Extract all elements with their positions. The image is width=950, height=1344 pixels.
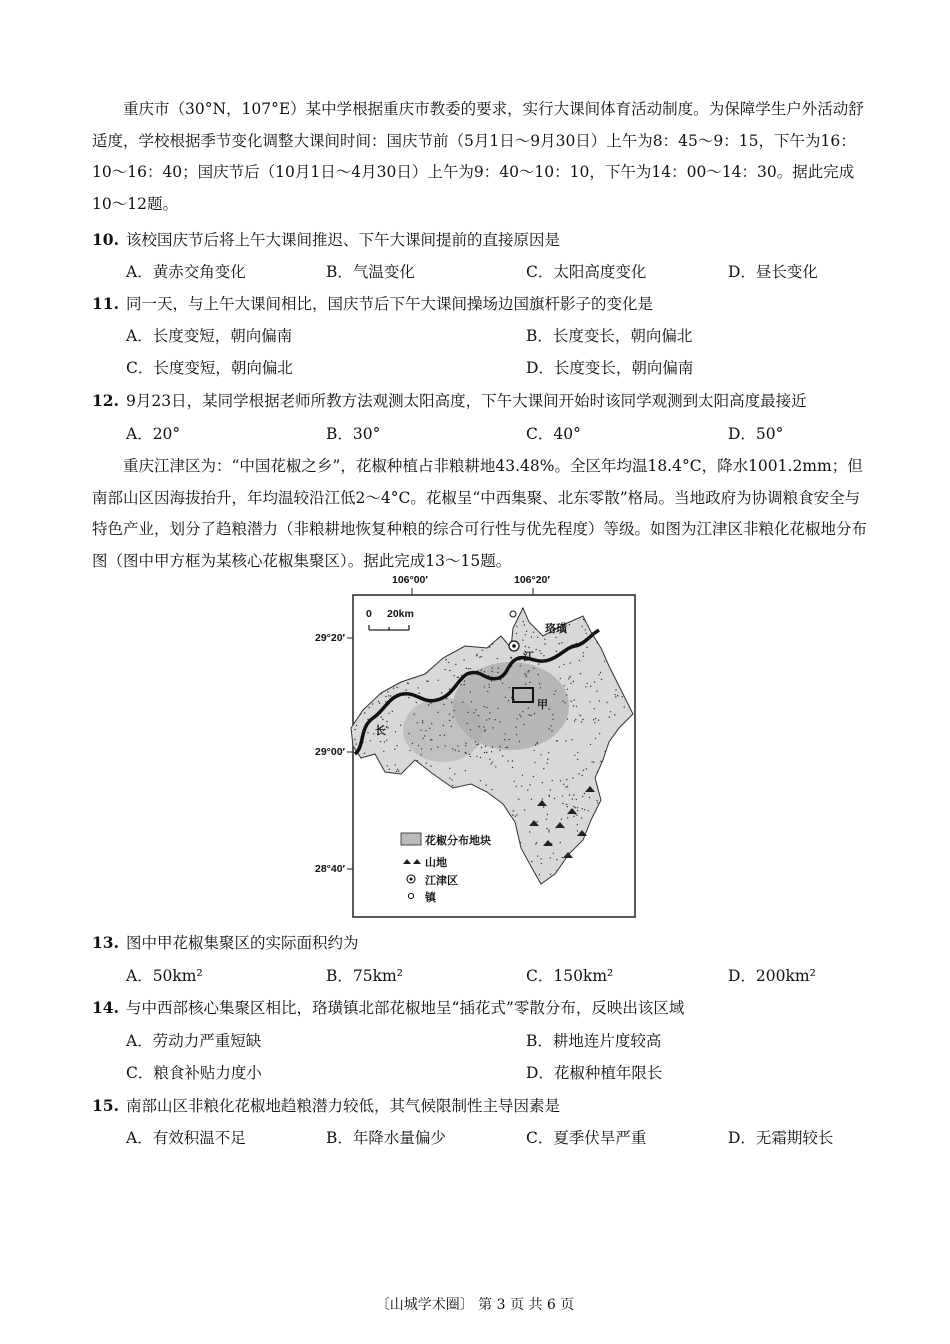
option[interactable]: D．昼长变化 bbox=[728, 263, 818, 281]
option[interactable]: B．耕地连片度较高 bbox=[526, 1032, 662, 1050]
question-number: 11. bbox=[92, 294, 119, 313]
question-11 bbox=[92, 292, 653, 314]
question-stem: 同一天，与上午大课间相比，国庆节后下午大课间操场边国旗杆影子的变化是 bbox=[126, 295, 654, 313]
lat-label-1: 29°20′ bbox=[315, 632, 346, 644]
question-stem: 南部山区非粮化花椒地趋粮潜力较低，其气候限制性主导因素是 bbox=[126, 1097, 561, 1115]
option[interactable]: A．长度变短，朝向偏南 bbox=[126, 327, 293, 345]
option[interactable]: A．有效积温不足 bbox=[126, 1129, 246, 1147]
page-footer: 〔山城学术圈〕 第 3 页 共 6 页 bbox=[375, 1297, 575, 1313]
legend-mountain: 山地 bbox=[425, 856, 447, 869]
river-char-jiang: 江 bbox=[523, 650, 534, 663]
question-stem: 9月23日，某同学根据老师所教方法观测太阳高度，下午大课间开始时该同学观测到太阳高度最接近 bbox=[126, 392, 807, 410]
question-10 bbox=[92, 228, 560, 250]
option[interactable]: D．200km² bbox=[728, 967, 816, 985]
question-number: 14. bbox=[92, 998, 119, 1017]
question-number: 12. bbox=[92, 391, 119, 410]
legend-town: 镇 bbox=[425, 891, 436, 904]
option[interactable]: C．粮食补贴力度小 bbox=[126, 1064, 262, 1082]
option[interactable]: C．150km² bbox=[526, 967, 614, 985]
option[interactable]: B．75km² bbox=[326, 967, 403, 985]
option[interactable]: A．50km² bbox=[126, 967, 203, 985]
option[interactable]: C．40° bbox=[526, 425, 581, 443]
option[interactable]: B．30° bbox=[326, 425, 381, 443]
option[interactable]: D．无霜期较长 bbox=[728, 1129, 834, 1147]
question-15 bbox=[92, 1094, 560, 1116]
option[interactable]: B．年降水量偏少 bbox=[326, 1129, 446, 1147]
lat-label-2: 29°00′ bbox=[315, 746, 346, 758]
question-14 bbox=[92, 996, 684, 1018]
box-label-jia: 甲 bbox=[537, 698, 548, 711]
option[interactable]: A．劳动力严重短缺 bbox=[126, 1032, 262, 1050]
legend-pepper: 花椒分布地块 bbox=[425, 834, 491, 847]
scale-zero: 0 bbox=[366, 608, 372, 620]
question-stem: 该校国庆节后将上午大课间推迟、下午大课间提前的直接原因是 bbox=[126, 231, 561, 249]
question-number: 10. bbox=[92, 230, 119, 249]
place-luohuang: 珞璜 bbox=[545, 622, 567, 635]
lon-label-1: 106°00′ bbox=[392, 574, 428, 586]
question-number: 13. bbox=[92, 933, 119, 952]
option[interactable]: A．黄赤交角变化 bbox=[126, 263, 246, 281]
question-13 bbox=[92, 931, 359, 953]
map-figure bbox=[315, 574, 640, 923]
option[interactable]: A．20° bbox=[126, 425, 181, 443]
option[interactable]: C．夏季伏旱严重 bbox=[526, 1129, 647, 1147]
legend-jiangjin: 江津区 bbox=[425, 874, 458, 887]
scale-km: 20km bbox=[387, 608, 414, 620]
lat-label-3: 28°40′ bbox=[315, 863, 346, 875]
question-stem: 与中西部核心集聚区相比，珞璜镇北部花椒地呈“插花式”零散分布，反映出该区域 bbox=[126, 999, 685, 1017]
river-char-chang: 长 bbox=[375, 724, 386, 737]
question-stem: 图中甲花椒集聚区的实际面积约为 bbox=[126, 934, 359, 952]
option[interactable]: C．长度变短，朝向偏北 bbox=[126, 359, 293, 377]
option[interactable]: C．太阳高度变化 bbox=[526, 263, 647, 281]
option[interactable]: B．气温变化 bbox=[326, 263, 415, 281]
option[interactable]: D．长度变长，朝向偏南 bbox=[526, 359, 694, 377]
option[interactable]: B．长度变长，朝向偏北 bbox=[526, 327, 693, 345]
option[interactable]: D．50° bbox=[728, 425, 784, 443]
option[interactable]: D．花椒种植年限长 bbox=[526, 1064, 663, 1082]
intro-paragraph-2: 重庆江津区为：“中国花椒之乡”，花椒种植占非粮耕地43.48%。全区年均温18.4°C，降水1001.2mm；但南部山区因海拔抬升，年均温较沿江低2～4°C。花椒呈“中西集聚、北东零散”格局。当地政府为协调粮食安全与特色产业，划分了趋粮潜力（非粮耕地恢复种粮的综合可行性与优先程度）等级。如图为江津区非粮化花椒地分布图（图中甲方框为某核心花椒集聚区）。据此完成13～15题。 bbox=[92, 457, 868, 570]
intro-paragraph-1: 重庆市（30°N，107°E）某中学根据重庆市教委的要求，实行大课间体育活动制度。为保障学生户外活动舒适度，学校根据季节变化调整大课间时间：国庆节前（5月1日～9月30日）上午为8：45～9：15，下午为16：10～16：40；国庆节后（10月1日～4月30日）上午为9：40～10：10，下午为14：00～14：30。据此完成10～12题。 bbox=[92, 100, 864, 213]
question-12 bbox=[92, 389, 807, 411]
jiangjin-map bbox=[315, 578, 640, 923]
lon-label-2: 106°20′ bbox=[514, 574, 550, 586]
question-number: 15. bbox=[92, 1096, 119, 1115]
